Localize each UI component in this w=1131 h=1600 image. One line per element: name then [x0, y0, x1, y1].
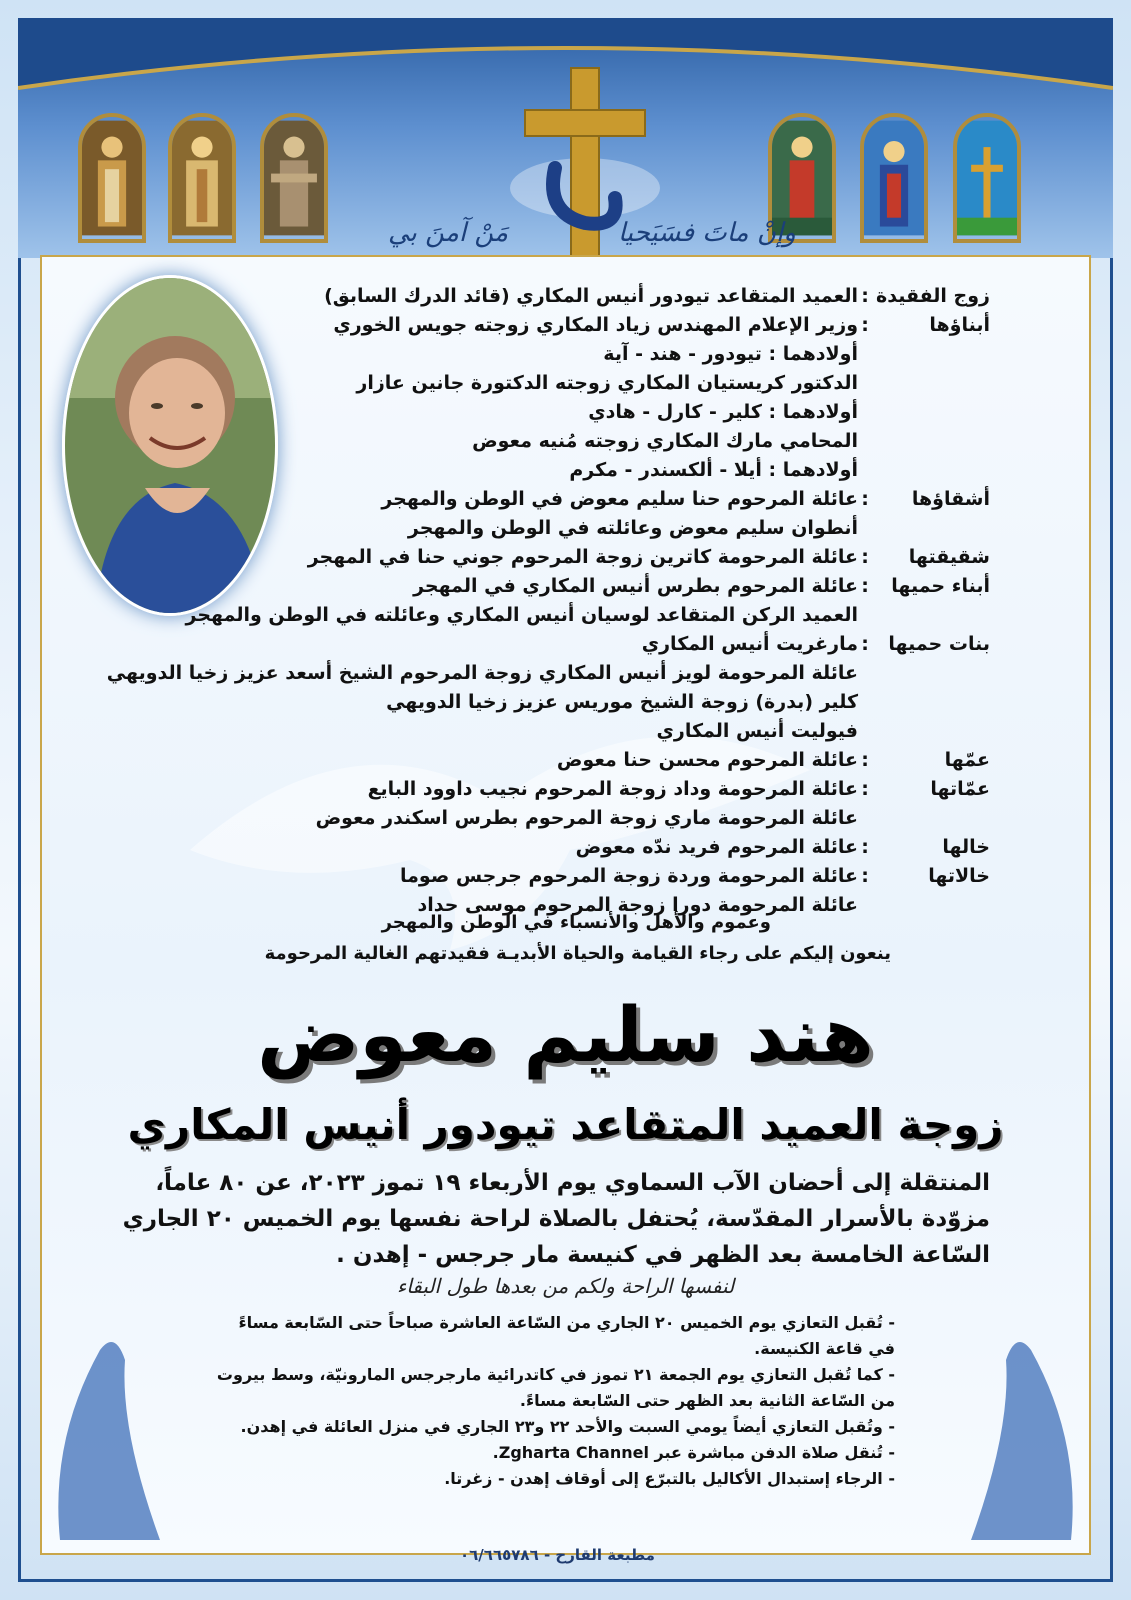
- family-group: [215, 485, 990, 543]
- relation-label: عمّاتها: [930, 778, 990, 800]
- header-banner: [18, 18, 1113, 258]
- member-line: مارغريت أنيس المكاري: [641, 633, 858, 655]
- relation-label: بنات حميها: [888, 633, 990, 655]
- relation-members: [215, 543, 858, 572]
- family-group: [215, 311, 990, 485]
- family-group: [185, 572, 990, 630]
- member-line: فيوليت أنيس المكاري: [656, 720, 858, 742]
- member-line: عائلة المرحوم بطرس أنيس المكاري في المهجر: [413, 575, 858, 597]
- member-line: عائلة المرحومة دورا زوجة المرحوم موسى حداد: [417, 894, 858, 916]
- member-line: عائلة المرحوم محسن حنا معوض: [556, 749, 858, 771]
- member-line: عائلة المرحومة كاترين زوجة المرحوم جوني حنا في المهجر: [307, 546, 858, 568]
- relation-members: [215, 775, 858, 833]
- member-line: وزير الإعلام المهندس زياد المكاري زوجته جويس الخوري: [333, 314, 858, 336]
- family-group: [215, 543, 990, 572]
- stained-glass-window-5: [860, 113, 928, 243]
- member-line: أولادهما : تيودور - هند - آية: [603, 343, 858, 365]
- deceased-name: هند سليم معوض: [257, 990, 874, 1079]
- member-line: أولادهما : أيلا - ألكسندر - مكرم: [569, 459, 858, 481]
- relation-colon: :: [861, 633, 869, 655]
- member-line: العميد الركن المتقاعد لوسيان أنيس المكاري وعائلته في الوطن والمهجر: [185, 604, 858, 626]
- note-item: - تُنقل صلاة الدفن مباشرة عبر Zgharta Channel.: [492, 1443, 895, 1462]
- relation-colon: :: [861, 778, 869, 800]
- motto-right: وإنْ ماتَ فسَيَحيا: [618, 218, 796, 248]
- family-group: [106, 630, 990, 746]
- member-line: الدكتور كريستيان المكاري زوجته الدكتورة جانين عازار: [356, 372, 858, 394]
- note-item: - الرجاء إستبدال الأكاليل بالتبرّع إلى أوقاف إهدن - زغرتا.: [444, 1469, 895, 1488]
- relation-members: [215, 485, 858, 543]
- member-line: عائلة المرحومة لويز أنيس المكاري زوجة المرحوم الشيخ أسعد عزيز زخيا الدويهي: [106, 662, 858, 684]
- family-list: [106, 282, 990, 920]
- relation-label: خالاتها: [928, 865, 990, 887]
- announcement-line: ينعون إليكم على رجاء القيامة والحياة الأبديـة فقيدتهم الغالية المرحومة: [264, 943, 891, 964]
- note-item: - كما تُقبل التعازي يوم الجمعة ٢١ تموز في كاتدرائية مارجرجس المارونيّة، وسط بيروت من السّاعة الثانية بعد الظهر حتى السّابعة مساءً.: [216, 1365, 895, 1410]
- family-group: [215, 746, 990, 775]
- relation-label: أبناء حميها: [891, 575, 990, 597]
- relation-label: عمّها: [944, 749, 990, 771]
- relation-members: [215, 833, 858, 862]
- general-family-line: وعموم والأهل والأنسباء في الوطن والمهجر: [381, 912, 771, 933]
- prayer-line: لنفسها الراحة ولكم من بعدها طول البقاء: [396, 1274, 735, 1298]
- relation-members: [186, 572, 858, 630]
- family-group: [215, 775, 990, 833]
- note-item: - وتُقبل التعازي أيضاً يومي السبت والأحد ٢٢ و٢٣ الجاري في منزل العائلة في إهدن.: [240, 1417, 895, 1436]
- relation-label: أشقاؤها: [911, 488, 990, 510]
- relation-members: [215, 746, 858, 775]
- relation-colon: :: [861, 314, 869, 336]
- member-line: المحامي مارك المكاري زوجته مُنيه معوض: [472, 430, 858, 452]
- note-item: - تُقبل التعازي يوم الخميس ٢٠ الجاري من السّاعة العاشرة صباحاً حتى السّابعة مساءً في قاعة الكنيسة.: [238, 1313, 895, 1358]
- relation-label: أبناؤها: [929, 314, 990, 336]
- stained-glass-window-6: [953, 113, 1021, 243]
- family-group: [215, 833, 990, 862]
- praying-hand-right-icon: [941, 1290, 1091, 1540]
- stained-glass-window-3: [260, 113, 328, 243]
- praying-hand-left-icon: [40, 1290, 190, 1540]
- member-line: عائلة المرحوم حنا سليم معوض في الوطن والمهجر: [381, 488, 858, 510]
- relation-colon: :: [861, 488, 869, 510]
- relation-members: [215, 282, 858, 311]
- relation-label: خالها: [942, 836, 990, 858]
- member-line: عائلة المرحومة وردة زوجة المرحوم جرجس صوما: [400, 865, 858, 887]
- member-line: أولادهما : كلير - كارل - هادي: [588, 401, 858, 423]
- relation-colon: :: [861, 836, 869, 858]
- motto-left: مَنْ آمنَ بي: [388, 218, 509, 248]
- wife-of-line: زوجة العميد المتقاعد تيودور أنيس المكاري: [127, 1100, 1004, 1149]
- relation-members: [107, 630, 858, 746]
- relation-colon: :: [861, 749, 869, 771]
- member-line: عائلة المرحومة ماري زوجة المرحوم بطرس اسكندر معوض: [315, 807, 858, 829]
- member-line: عائلة المرحومة وداد زوجة المرحوم نجيب داوود البايع: [367, 778, 858, 800]
- stained-glass-window-1: [78, 113, 146, 243]
- relation-label: زوج الفقيدة: [876, 285, 990, 307]
- funeral-details: المنتقلة إلى أحضان الآب السماوي يوم الأربعاء ١٩ تموز ٢٠٢٣، عن ٨٠ عاماً، مزوّدة بالأسرار المقدّسة، يُحتفل بالصلاة لراحة نفسها يوم الخميس ٢٠ الجاري السّاعة الخامسة بعد الظهر في كنيسة مار جرجس - إهدن .: [122, 1170, 990, 1268]
- relation-colon: :: [861, 865, 869, 887]
- relation-colon: :: [861, 546, 869, 568]
- member-line: العميد المتقاعد تيودور أنيس المكاري (قائد الدرك السابق): [324, 285, 858, 307]
- relation-members: [215, 311, 858, 485]
- member-line: عائلة المرحوم فريد ندّه معوض: [575, 836, 858, 858]
- member-line: كلير (بدرة) زوجة الشيخ موريس عزيز زخيا الدويهي: [386, 691, 858, 713]
- stained-glass-window-2: [168, 113, 236, 243]
- printer-credit: مطبعة القارح - ٠٦/٦٦٥٧٨٦: [460, 1546, 655, 1564]
- member-line: أنطوان سليم معوض وعائلته في الوطن والمهجر: [407, 517, 858, 539]
- relation-colon: :: [861, 575, 869, 597]
- condolence-notes: [215, 1310, 895, 1492]
- relation-colon: :: [861, 285, 869, 307]
- relation-label: شقيقتها: [908, 546, 990, 568]
- family-group: [215, 282, 990, 311]
